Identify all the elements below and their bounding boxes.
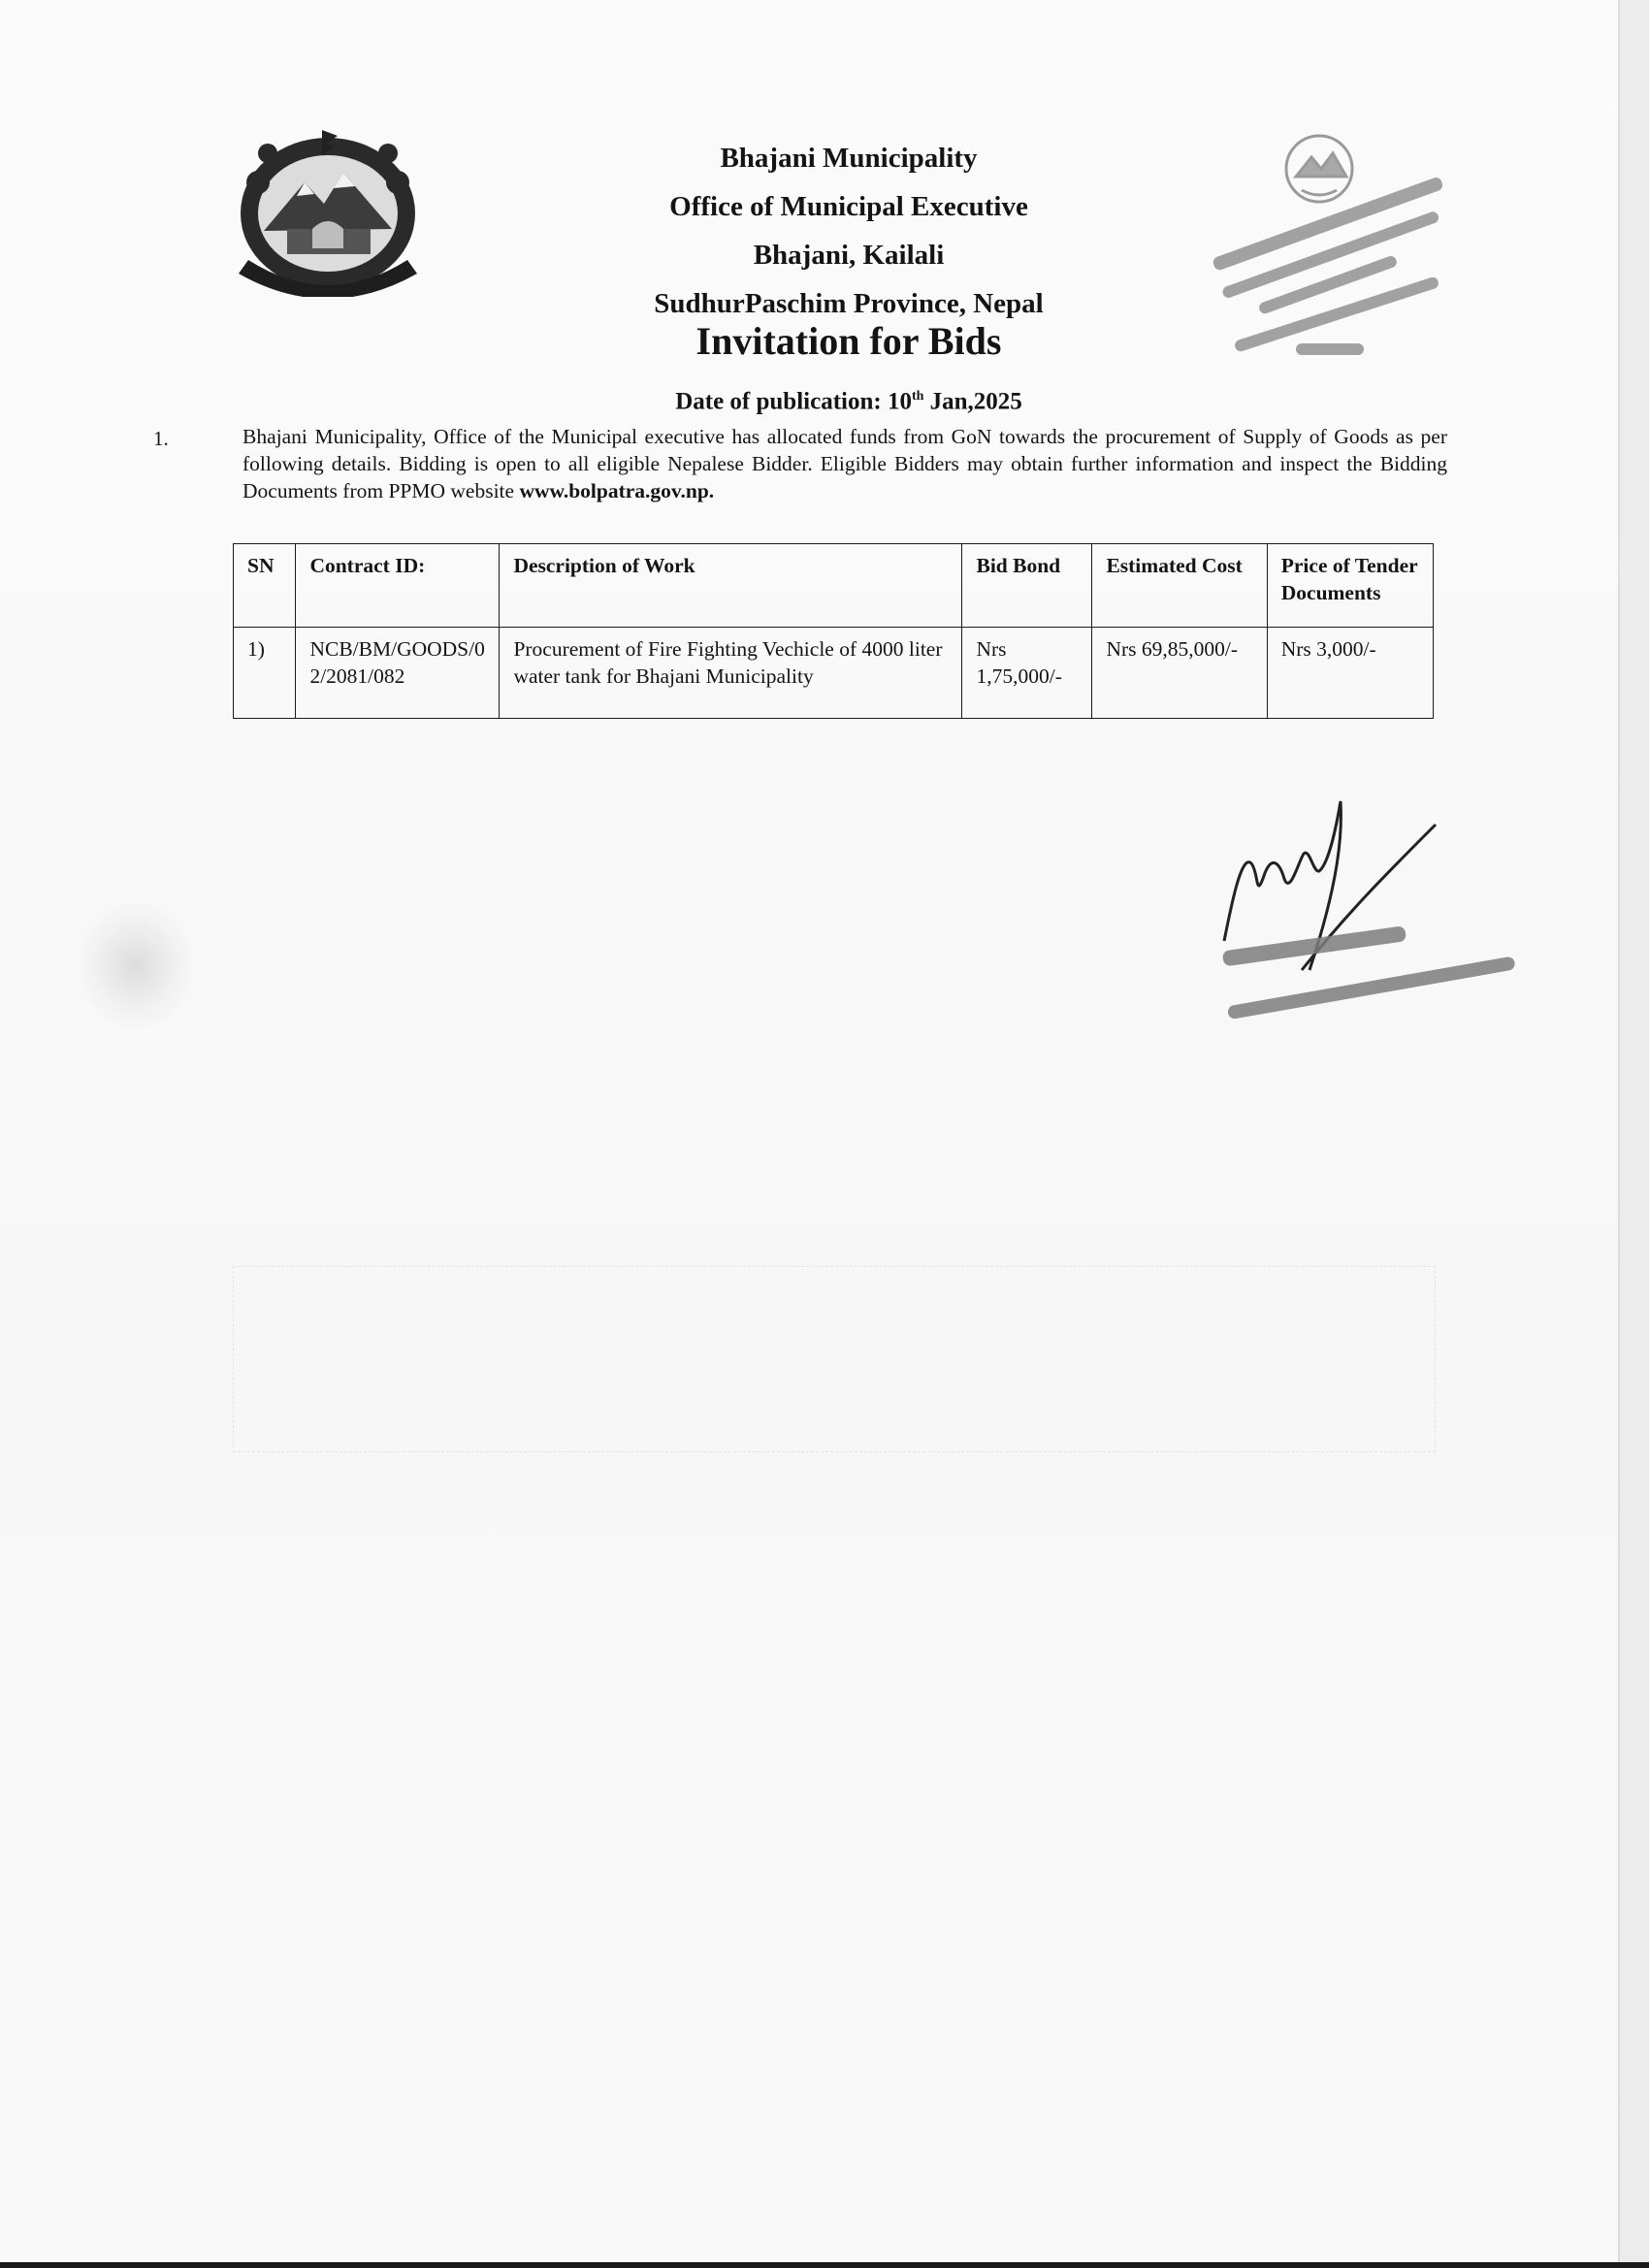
- publication-date-suffix: Jan,2025: [923, 388, 1022, 415]
- cell-description: Procurement of Fire Fighting Vechicle of 4000 liter water tank for Bhajani Municipality: [500, 628, 962, 719]
- cell-estimated-cost: Nrs 69,85,000/-: [1092, 628, 1267, 719]
- cell-sn: 1): [234, 628, 296, 719]
- scan-smudge: [78, 902, 194, 1028]
- document-title: Invitation for Bids: [695, 319, 1002, 363]
- scan-border: [0, 2262, 1649, 2268]
- paragraph-number: 1.: [153, 427, 169, 450]
- header-sn: SN: [234, 544, 296, 628]
- cell-bid-bond: Nrs 1,75,000/-: [962, 628, 1092, 719]
- bleed-through-table: [233, 1266, 1436, 1452]
- header-description: Description of Work: [500, 544, 962, 628]
- invitation-paragraph: [242, 423, 1447, 504]
- letterhead: [582, 134, 1116, 328]
- ppmo-website-link[interactable]: www.bolpatra.gov.np.: [519, 479, 715, 502]
- header-contract-id: Contract ID:: [296, 544, 500, 628]
- paragraph-text: Bhajani Municipality, Office of the Municipal executive has allocated funds from GoN towards the procurement of Supply of Goods as per following details. Bidding is open to all eligible Nepalese Bidder. Eligible Bidders may obtain further information and inspect the Bidding Documents from PPMO website: [242, 425, 1447, 502]
- publication-date-ordinal: th: [911, 389, 924, 404]
- nepal-government-emblem-icon: [229, 124, 427, 297]
- municipal-office-seal-icon: [1191, 122, 1463, 374]
- table-row: [234, 628, 1434, 719]
- bid-details-table: [233, 543, 1434, 719]
- header-price-of-documents: Price of Tender Documents: [1267, 544, 1433, 628]
- office-name: Office of Municipal Executive: [669, 191, 1028, 222]
- table-header-row: [234, 544, 1434, 628]
- cell-price-of-documents: Nrs 3,000/-: [1267, 628, 1433, 719]
- cell-contract-id: NCB/BM/GOODS/02/2081/082: [296, 628, 500, 719]
- header-estimated-cost: Estimated Cost: [1092, 544, 1267, 628]
- page-edge: [1618, 0, 1649, 2268]
- publication-date-prefix: Date of publication: 10: [675, 388, 912, 415]
- header-bid-bond: Bid Bond: [962, 544, 1092, 628]
- province-country: SudhurPaschim Province, Nepal: [654, 288, 1044, 319]
- office-location: Bhajani, Kailali: [753, 240, 945, 271]
- municipality-name: Bhajani Municipality: [720, 143, 978, 174]
- handwritten-signature-icon: [1212, 795, 1533, 1038]
- publication-date: [582, 380, 1116, 418]
